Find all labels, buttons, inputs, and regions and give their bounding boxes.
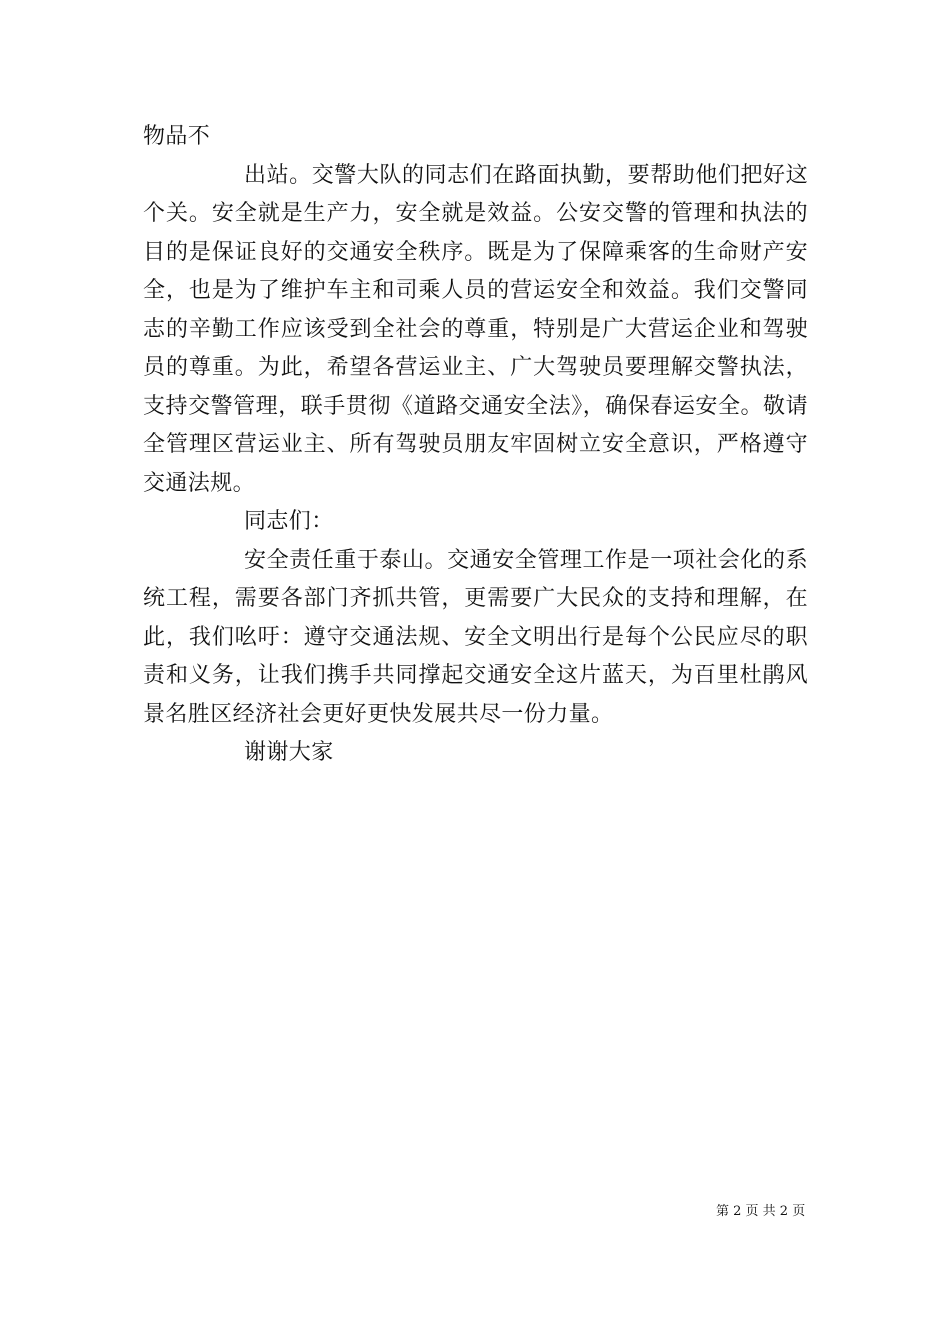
paragraph-traffic-police: 出站。交警大队的同志们在路面执勤，要帮助他们把好这个关。安全就是生产力，安全就是效益。公安交警的管理和执法的目的是保证良好的交通安全秩序。既是为了保障乘客的生命财产安全，也是为了维护车主和司乘人员的营运安全和效益。我们交警同志的辛勤工作应该受到全社会的尊重，特别是广大营运企业和驾驶员的尊重。为此，希望各营运业主、广大驾驶员要理解交警执法，支持交警管理，联手贯彻《道路交通安全法》，确保春运安全。敬请全管理区营运业主、所有驾驶员朋友牢固树立安全意识，严格遵守交通法规。 — [143, 162, 808, 496]
paragraph-fragment: 物品不 — [143, 124, 211, 149]
closing-thanks: 谢谢大家 — [244, 740, 334, 765]
paragraph-safety-responsibility: 安全责任重于泰山。交通安全管理工作是一项社会化的系统工程，需要各部门齐抓共管，更需要广大民众的支持和理解，在此，我们吆吁：遵守交通法规、安全文明出行是每个公民应尽的职责和义务，让我们携手共同撑起交通安全这片蓝天，为百里杜鹃风景名胜区经济社会更好更快发展共尽一份力量。 — [143, 547, 808, 727]
salutation: 同志们： — [244, 509, 334, 534]
page-number-footer: 第 2 页 共 2 页 — [716, 1204, 806, 1219]
document-body — [143, 118, 808, 773]
